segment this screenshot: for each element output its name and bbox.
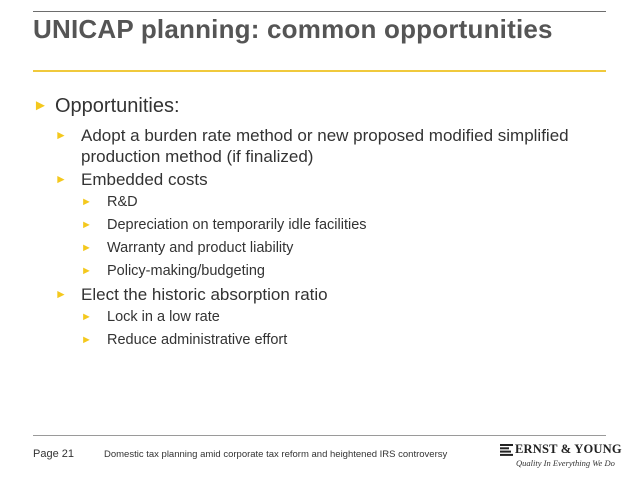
page-number: Page 21	[33, 448, 74, 460]
logo-name: ERNST & YOUNG	[515, 442, 622, 456]
bullet-l3-reduce	[33, 330, 613, 351]
bullet-l3-lock	[33, 307, 613, 328]
top-rule	[33, 11, 606, 12]
bullet-text: R&D	[107, 194, 138, 210]
bullet-text: Policy-making/budgeting	[107, 263, 265, 279]
bullet-arrow-icon: ►	[81, 265, 92, 277]
bullet-text: Elect the historic absorption ratio	[81, 285, 328, 304]
slide-title: UNICAP planning: common opportunities	[33, 14, 553, 44]
bullet-l2-adopt	[33, 125, 613, 167]
bullet-l2-embedded	[33, 169, 613, 190]
footer-rule	[33, 435, 606, 436]
bullet-l3-warranty	[33, 238, 613, 259]
bullet-text: Opportunities:	[55, 95, 180, 117]
bullet-l2-elect	[33, 284, 613, 305]
bullet-arrow-icon: ►	[55, 172, 67, 186]
bullet-l3-policy	[33, 261, 613, 282]
bullet-arrow-icon: ►	[81, 311, 92, 323]
bullet-text: Depreciation on temporarily idle facilities	[107, 217, 367, 233]
bullet-arrow-icon: ►	[55, 128, 67, 142]
bullet-l3-rd	[33, 192, 613, 213]
title-underline	[33, 70, 606, 72]
bullet-arrow-icon: ►	[55, 287, 67, 301]
bullet-text: Adopt a burden rate method or new proposed modified simplified production method (if finalized)	[81, 126, 569, 166]
ey-mark-icon	[500, 444, 513, 456]
bullet-arrow-icon: ►	[81, 196, 92, 208]
bullet-arrow-icon: ►	[81, 334, 92, 346]
bullet-arrow-icon: ►	[81, 242, 92, 254]
bullet-arrow-icon: ►	[81, 219, 92, 231]
bullet-list	[33, 94, 613, 353]
bullet-text: Warranty and product liability	[107, 240, 294, 256]
bullet-l3-depreciation	[33, 215, 613, 236]
bullet-text: Embedded costs	[81, 170, 208, 189]
logo-tagline: Quality In Everything We Do	[516, 458, 615, 468]
bullet-arrow-icon: ►	[33, 97, 48, 114]
ernst-young-logo	[500, 441, 622, 473]
bullet-text: Reduce administrative effort	[107, 332, 288, 348]
footer-caption: Domestic tax planning amid corporate tax reform and heightened IRS controversy	[104, 449, 448, 460]
bullet-l1-opportunities	[33, 94, 613, 118]
bullet-text: Lock in a low rate	[107, 309, 220, 325]
